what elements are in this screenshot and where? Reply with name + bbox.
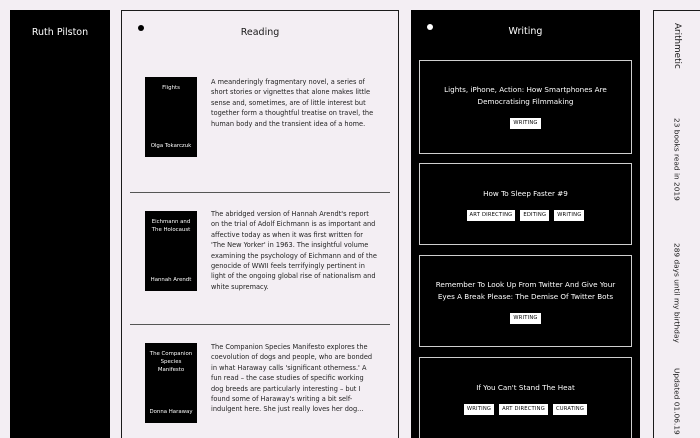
tag-badge[interactable]: EDITING <box>520 210 549 221</box>
tag-badge[interactable]: ART DIRECTING <box>499 404 548 415</box>
article-card[interactable] <box>419 255 632 347</box>
book-cover[interactable] <box>145 211 197 291</box>
book-cover[interactable] <box>145 343 197 423</box>
writing-title: Writing <box>508 26 543 37</box>
writing-header <box>411 10 640 54</box>
article-card[interactable] <box>419 357 632 438</box>
name-column <box>10 10 110 438</box>
book-cover-author: Donna Haraway <box>149 409 193 416</box>
article-tags <box>420 404 631 415</box>
reading-header <box>122 11 398 55</box>
tag-badge[interactable]: CURATING <box>553 404 587 415</box>
arithmetic-column <box>653 10 700 438</box>
writing-column <box>411 10 640 438</box>
book-cover[interactable] <box>145 77 197 157</box>
reading-title: Reading <box>240 27 280 38</box>
book-cover-title: Eichmann and The Holocaust <box>151 219 191 233</box>
article-tags <box>420 118 631 129</box>
book-description: The Companion Species Manifesto explores the coevolution of dogs and people, who are bonded in what Haraway calls 'significant otherness.' A fun read – the case studies of specific working dog breeds are particularly interesting – but I found some of Haraway's writing a bit self-indulgent here. She just really loves her dog... <box>211 343 373 414</box>
book-description: A meanderingly fragmentary novel, a series of short stories or vignettes that alone makes little sense and, sometimes, are of little interest but together form a thoughtful treatise on travel, the human body and the transient idea of a home. <box>211 78 374 128</box>
article-card[interactable] <box>419 60 632 154</box>
article-title[interactable]: If You Can't Stand The Heat <box>476 383 575 392</box>
article-tags <box>420 210 631 221</box>
arithmetic-title: Arithmetic <box>672 23 682 69</box>
tag-badge[interactable]: WRITING <box>464 404 494 415</box>
stat-books-read: 23 books read in 2019 <box>672 118 682 201</box>
book-description: The abridged version of Hannah Arendt's report on the trial of Adolf Eichmann is as important and affective today as when it was first written for 'The New Yorker' in 1963. The insightful volume examining the psychology of Eichmann and of the genocide of WWII feels terrifyingly pertinent in light of the ongoing global rise of nationalism and white supremacy. <box>211 210 377 291</box>
book-item[interactable] <box>130 324 390 438</box>
article-tags <box>420 313 631 324</box>
book-cover-title: The Companion Species Manifesto <box>149 351 193 373</box>
reading-column <box>121 10 399 438</box>
article-title[interactable]: Remember To Look Up From Twitter And Give Your Eyes A Break Please: The Demise Of Twitter Bots <box>435 280 616 301</box>
article-title[interactable]: How To Sleep Faster #9 <box>483 189 568 198</box>
article-card[interactable] <box>419 163 632 245</box>
tag-badge[interactable]: WRITING <box>510 118 540 129</box>
book-item[interactable] <box>130 192 390 324</box>
stat-updated-date: Updated 01.06.19 <box>672 368 682 435</box>
book-cover-title: Flights <box>162 85 180 91</box>
tag-badge[interactable]: WRITING <box>510 313 540 324</box>
article-title[interactable]: Lights, iPhone, Action: How Smartphones Are Democratising Filmmaking <box>444 85 607 106</box>
stat-days-until-birthday: 289 days until my birthday <box>672 243 682 343</box>
site-owner-name[interactable]: Ruth Pilston <box>31 27 89 38</box>
book-cover-author: Hannah Arendt <box>150 277 192 284</box>
tag-badge[interactable]: ART DIRECTING <box>467 210 516 221</box>
book-item[interactable] <box>130 63 390 191</box>
tag-badge[interactable]: WRITING <box>554 210 584 221</box>
book-cover-author: Olga Tokarczuk <box>150 143 192 150</box>
